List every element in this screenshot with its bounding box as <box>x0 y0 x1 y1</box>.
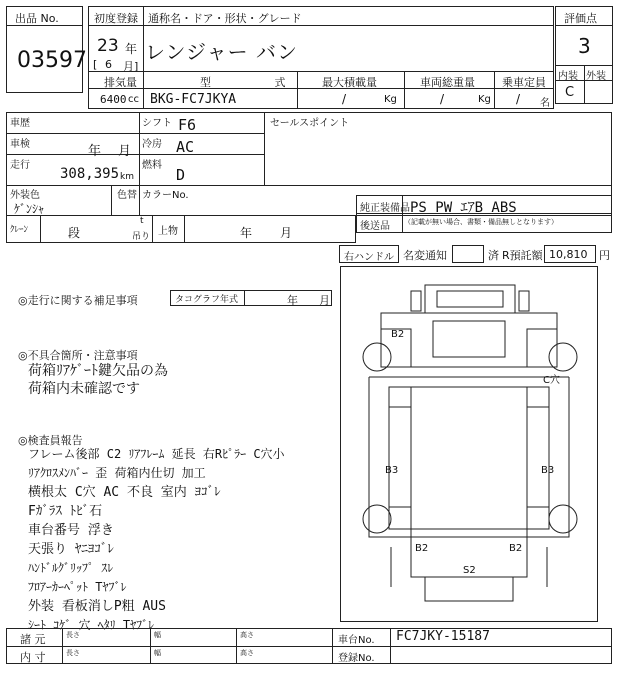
footer-col-1 <box>62 628 63 664</box>
reg-month-open: [ <box>93 58 98 71</box>
crane-divider-3 <box>184 215 185 243</box>
details-divider-a <box>139 112 140 216</box>
model-label: 型 式 <box>200 76 316 89</box>
score-cell <box>555 25 613 66</box>
specs-divider-3 <box>404 71 405 109</box>
upper-label: 上物 <box>158 226 178 237</box>
car-name-label-cell <box>143 6 554 26</box>
retrofit-label: 後送品 <box>360 221 390 232</box>
color-change-label: 色替 <box>117 190 137 201</box>
inspector-list <box>28 445 285 635</box>
damage-mark: B2 <box>415 543 429 554</box>
capacity-label: 乗車定員 <box>502 76 546 89</box>
damage-mark: C穴 <box>543 375 560 386</box>
specs-row-divider <box>88 88 554 89</box>
specs-divider-1 <box>143 71 144 109</box>
defects-label: ◎不具合箇所・注意事項 <box>18 349 138 362</box>
displacement-unit: cc <box>128 94 139 105</box>
inspector-line: 外装 看板消しP粗 AUS <box>28 599 166 614</box>
details-row-line-3 <box>6 185 612 186</box>
registration-label: 登録No. <box>338 653 375 664</box>
gross-weight-label: 車両総重量 <box>420 76 475 89</box>
gross-weight-unit: Kg <box>478 94 491 105</box>
vehicle-diagram <box>340 266 598 622</box>
crane-divider-2 <box>152 215 153 243</box>
inspector-line: ﾌﾛｱｰｶｰﾍﾟｯﾄ Tﾔﾌﾞﾚ <box>28 580 127 594</box>
displacement-label: 排気量 <box>104 76 137 89</box>
recycle-label: R預託額 <box>502 249 543 262</box>
upper-month: 月 <box>280 226 293 240</box>
inspector-line: 横根太 C穴 AC 不良 室内 ﾖｺﾞﾚ <box>28 485 221 500</box>
damage-mark: B3 <box>541 465 555 476</box>
damage-mark: B2 <box>391 329 405 340</box>
ext-color-label: 外装色 <box>10 190 40 201</box>
specs-divider-4 <box>494 71 495 109</box>
interior-dims-label: 内 寸 <box>20 651 46 664</box>
equipment-label: 純正装備品 <box>360 203 410 214</box>
details-divider-b <box>264 112 265 186</box>
ac-value: AC <box>176 138 195 156</box>
model-value: BKG-FC7JKYA <box>150 92 237 107</box>
footer-col-5 <box>390 628 391 664</box>
mileage-value: 308,395 <box>60 166 120 182</box>
driving-label: ◎走行に関する補足事項 <box>18 294 138 307</box>
defect-line: 荷箱内未確認です <box>28 381 140 397</box>
shift-value: F6 <box>178 116 197 134</box>
tachograph-box <box>170 290 332 306</box>
lot-label: 出品 No. <box>15 12 59 25</box>
right-hand-label: 右ハンドル <box>344 252 394 263</box>
height-label: 高さ <box>240 631 254 639</box>
reg-month-unit: 月] <box>123 60 139 73</box>
width-label: 幅 <box>154 631 161 639</box>
tachograph-month: 月 <box>319 294 330 307</box>
name-change-box <box>452 245 484 263</box>
year-divider <box>143 25 144 72</box>
inspection-year: 年 <box>88 144 102 159</box>
damage-mark: B2 <box>509 543 523 554</box>
interior-label: 内装 <box>558 71 578 82</box>
retrofit-note: （記載が無い場合、書類・備品無しとなります） <box>404 218 558 226</box>
crane-row <box>6 215 356 243</box>
chassis-label: 車台No. <box>338 635 375 646</box>
height-label-2: 高さ <box>240 649 254 657</box>
mileage-label: 走行 <box>10 160 30 171</box>
chassis-number: FC7JKY-15187 <box>396 629 490 644</box>
defect-line: 荷箱ﾘｱｹﾞｰﾄ鍵欠品の為 <box>28 363 168 379</box>
shift-label: シフト <box>142 118 172 129</box>
inspector-line: 天張り ﾔﾆﾖｺﾞﾚ <box>28 542 114 557</box>
interior-grade: C <box>565 85 575 100</box>
inspector-label: ◎検査員報告 <box>18 434 83 447</box>
damage-mark: B3 <box>385 465 399 476</box>
selling-points-label: セールスポイント <box>270 118 350 129</box>
lot-number-cell <box>6 25 87 93</box>
max-load-label: 最大積載量 <box>322 76 377 89</box>
reg-month: 6 <box>105 58 112 71</box>
capacity-unit: 名 <box>540 98 550 109</box>
exterior-grade-cell <box>584 80 613 104</box>
lot-label-cell <box>6 6 83 26</box>
right-hand-cell <box>339 245 399 263</box>
ac-label: 冷房 <box>142 139 162 150</box>
inspector-line: フレーム後部 C2 ﾘｱﾌﾚｰﾑ 延長 右Rﾋﾟﾗｰ C穴小 <box>28 447 285 461</box>
length-label-2: 長さ <box>66 649 80 657</box>
interior-label-cell <box>555 65 585 81</box>
footer-divider <box>6 646 612 647</box>
inspector-line: ﾘｱｸﾛｽﾒﾝﾊﾞｰ 歪 荷箱内仕切 加工 <box>28 466 206 480</box>
recycle-amount: 10,810 <box>549 248 588 261</box>
color-no-label: カラーNo. <box>142 190 189 201</box>
tachograph-label: タコグラフ年式 <box>175 295 239 305</box>
recycle-amount-cell <box>544 245 596 263</box>
crane-ton-bottom: 吊り <box>132 232 151 242</box>
mileage-unit: km <box>120 172 134 182</box>
defects-list <box>28 362 168 398</box>
details-row-line-1 <box>6 133 264 134</box>
exterior-label-cell <box>584 65 613 81</box>
car-name-label: 通称名・ドア・形状・グレード <box>148 12 302 25</box>
score-label: 評価点 <box>564 12 597 25</box>
displacement-value: 6400 <box>100 93 127 106</box>
tachograph-year: 年 <box>287 294 298 307</box>
length-label: 長さ <box>66 631 80 639</box>
car-name-cell <box>88 25 554 72</box>
damage-mark: S2 <box>463 565 476 576</box>
exterior-label: 外装 <box>586 71 606 82</box>
crane-ton-top: t <box>140 216 144 226</box>
footer-col-2 <box>150 628 151 664</box>
width-label-2: 幅 <box>154 649 161 657</box>
details-row-line-2 <box>6 154 264 155</box>
color-divider <box>111 185 112 216</box>
name-change-label: 名変通知 <box>403 249 447 262</box>
crane-label: ｸﾚｰﾝ <box>10 225 29 235</box>
inspection-month: 月 <box>118 144 132 159</box>
car-name: レンジャー バン <box>145 40 298 64</box>
gross-weight-value: / <box>440 92 445 106</box>
footer-col-3 <box>236 628 237 664</box>
reg-year: 23 <box>97 36 119 56</box>
recycle-unit: 円 <box>599 249 610 262</box>
fuel-label: 燃料 <box>142 160 162 171</box>
inspector-line: Fｶﾞﾗｽ ﾄﾋﾞ石 <box>28 504 103 519</box>
crane-divider-1 <box>40 215 41 243</box>
deposit-label: 済 <box>488 249 499 262</box>
inspector-line: 車台番号 浮き <box>28 523 114 538</box>
score: 3 <box>578 34 591 58</box>
first-reg-label: 初度登録 <box>94 12 138 25</box>
inspector-line: ｼｰﾄ ｺｹﾞ 穴 ﾍﾀﾘ Tﾔﾌﾞﾚ <box>28 618 155 632</box>
tachograph-divider <box>244 290 245 306</box>
upper-year: 年 <box>240 226 253 240</box>
inspector-line: ﾊﾝﾄﾞﾙｸﾞﾘｯﾌﾟ ｽﾚ <box>28 561 114 575</box>
lot-number: 03597 <box>17 48 87 73</box>
inspection-label: 車検 <box>10 139 30 150</box>
history-label: 車歴 <box>10 118 30 129</box>
footer-col-4 <box>332 628 333 664</box>
capacity-value: / <box>516 92 521 106</box>
specs-label: 諸 元 <box>20 633 46 646</box>
fuel-value: D <box>176 166 186 184</box>
ext-color-value: ｹﾞﾝｼｬ <box>14 202 45 216</box>
first-reg-label-cell <box>88 6 144 26</box>
equipment-value: PS PW ｴｱB ABS <box>410 200 517 216</box>
max-load-unit: Kg <box>384 94 397 105</box>
crane-stage: 段 <box>68 226 81 240</box>
score-label-cell <box>555 6 613 26</box>
interior-grade-cell <box>555 80 585 104</box>
max-load-value: / <box>342 92 347 106</box>
reg-year-unit: 年 <box>125 42 138 56</box>
